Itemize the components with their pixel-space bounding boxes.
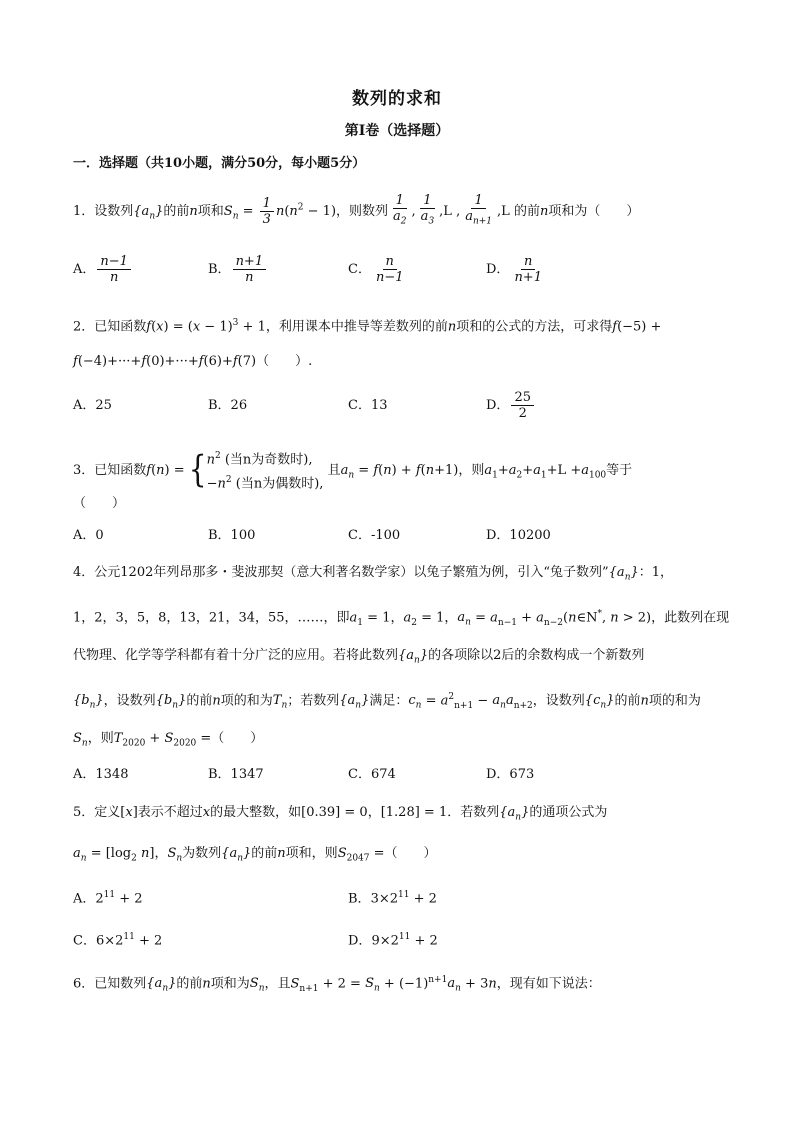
question-4-options (73, 758, 733, 792)
question-3-line-1: 3．已知函数f(n) = { $n^2$ (当n为奇数时), $-n^2$ (当n为偶数时), 且$a_n = f(n) + f(n+1)$，则$a_1+a_2+a_1+L +a_{100}$等于 (73, 448, 633, 492)
option-b[interactable]: B．1347 (208, 767, 264, 782)
option-d[interactable]: D．10200 (486, 528, 551, 543)
question-6: 6．已知数列$\{a_n\}$的前n项和为$S_n$，且$S_{n+1} + 2 = S_n + (-1)^{n+1}a_n + 3n$，现有如下说法： (73, 975, 601, 994)
question-1: 1．设数列$\{a_n\}$的前n项和$S_n$ = $\frac{1}{3}$ $n(n^2 - 1)$，则数列 $\frac{1}{a_2}$ , $\frac{1}{a_3}$ ,L , $\frac{1}{a_{n+1}}$ ,L 的前n项和为（ ） (73, 193, 640, 227)
question-4-line-4: $\{b_n\}$，设数列$\{b_n\}$的前n项的和为$T_n$；若数列$\{a_n\}$满足：$c_n = a^2_{n+1} - a_na_{n+2}$，设数列$\{c_n\}$的前n项的和为 (73, 692, 701, 711)
question-5-options-row-2 (73, 920, 733, 954)
question-5-line-2: $a_n = [\log_2$ n]，$S_n$为数列$\{a_n\}$的前n项和，则$S_{2047}$ =（ ） (73, 846, 437, 864)
question-2-options (73, 389, 733, 423)
option-a[interactable]: A．1348 (73, 767, 129, 782)
question-3-options (73, 519, 733, 553)
option-a[interactable]: A． $\frac{n-1}{n}$ (73, 253, 133, 287)
option-a[interactable]: A．25 (73, 398, 112, 413)
page-subtitle: 第Ⅰ卷（选择题） (344, 123, 450, 139)
option-d[interactable]: D． $\frac{n}{n+1}$ (486, 254, 542, 285)
option-c[interactable]: C．$6\times 2^{11} + 2$ (73, 932, 163, 949)
question-2-line-2: f(−4)+···+f(0)+···+f(6)+f(7)（ ）. (73, 354, 313, 369)
option-b[interactable]: B．100 (208, 528, 256, 543)
option-c[interactable]: C．13 (348, 398, 388, 413)
question-4-line-1: 4．公元1202年列昂那多・斐波那契（意大利著名数学家）以兔子繁殖为例，引入“兔子数列$”\{a_n\}$：1， (73, 565, 674, 583)
option-c[interactable]: C． $\frac{n}{n-1}$ (348, 254, 404, 285)
option-a[interactable]: A．0 (73, 528, 104, 543)
section-heading: 一．选择题（共10小题，满分50分，每小题5分） (73, 156, 366, 171)
question-4-line-3: 代物理、化学等学科都有着十分广泛的应用。若将此数列$\{a_n\}$的各项除以2后的余数构成一个新数列 (73, 648, 645, 666)
option-b[interactable]: B．26 (208, 398, 248, 413)
option-b[interactable]: B．$3\times 2^{11} + 2$ (348, 890, 437, 907)
option-b[interactable]: B． $\frac{n+1}{n}$ (208, 253, 268, 287)
option-d[interactable]: D．673 (486, 767, 535, 782)
question-4-line-5: $S_n$，则$T_{2020} + S_{2020}$ =（ ） (73, 731, 264, 749)
option-d[interactable]: D．$9\times 2^{11} + 2$ (348, 932, 438, 949)
option-c[interactable]: C．-100 (348, 528, 401, 543)
option-c[interactable]: C．674 (348, 767, 396, 782)
question-4-line-2: 1，2，3，5，8，13，21，34，55，……，即$a_1 = 1$，$a_2 = 1$，$a_n = a_{n-1}$ + $a_{n-2}(n\in N^*$, n > 2)，此数列在现 (73, 609, 730, 628)
page-title: 数列的求和 (352, 89, 442, 109)
question-5-line-1: 5．定义[x]表示不超过x的最大整数，如[0.39] = 0，[1.28] = 1．若数列$\{a_n\}$的通项公式为 (73, 805, 608, 823)
question-1-options (73, 253, 733, 287)
question-2-line-1: 2．已知函数$f(x) = (x - 1)^3 + 1$，利用课本中推导等差数列的前n项和的公式的方法，可求得f(−5) + (73, 318, 662, 335)
question-3-line-2: （ ） (73, 496, 126, 511)
option-d[interactable]: D． $\frac{25}{2}$ (486, 389, 536, 423)
question-5-options-row-1 (73, 878, 733, 912)
option-a[interactable]: A．$2^{11} + 2$ (73, 890, 143, 907)
